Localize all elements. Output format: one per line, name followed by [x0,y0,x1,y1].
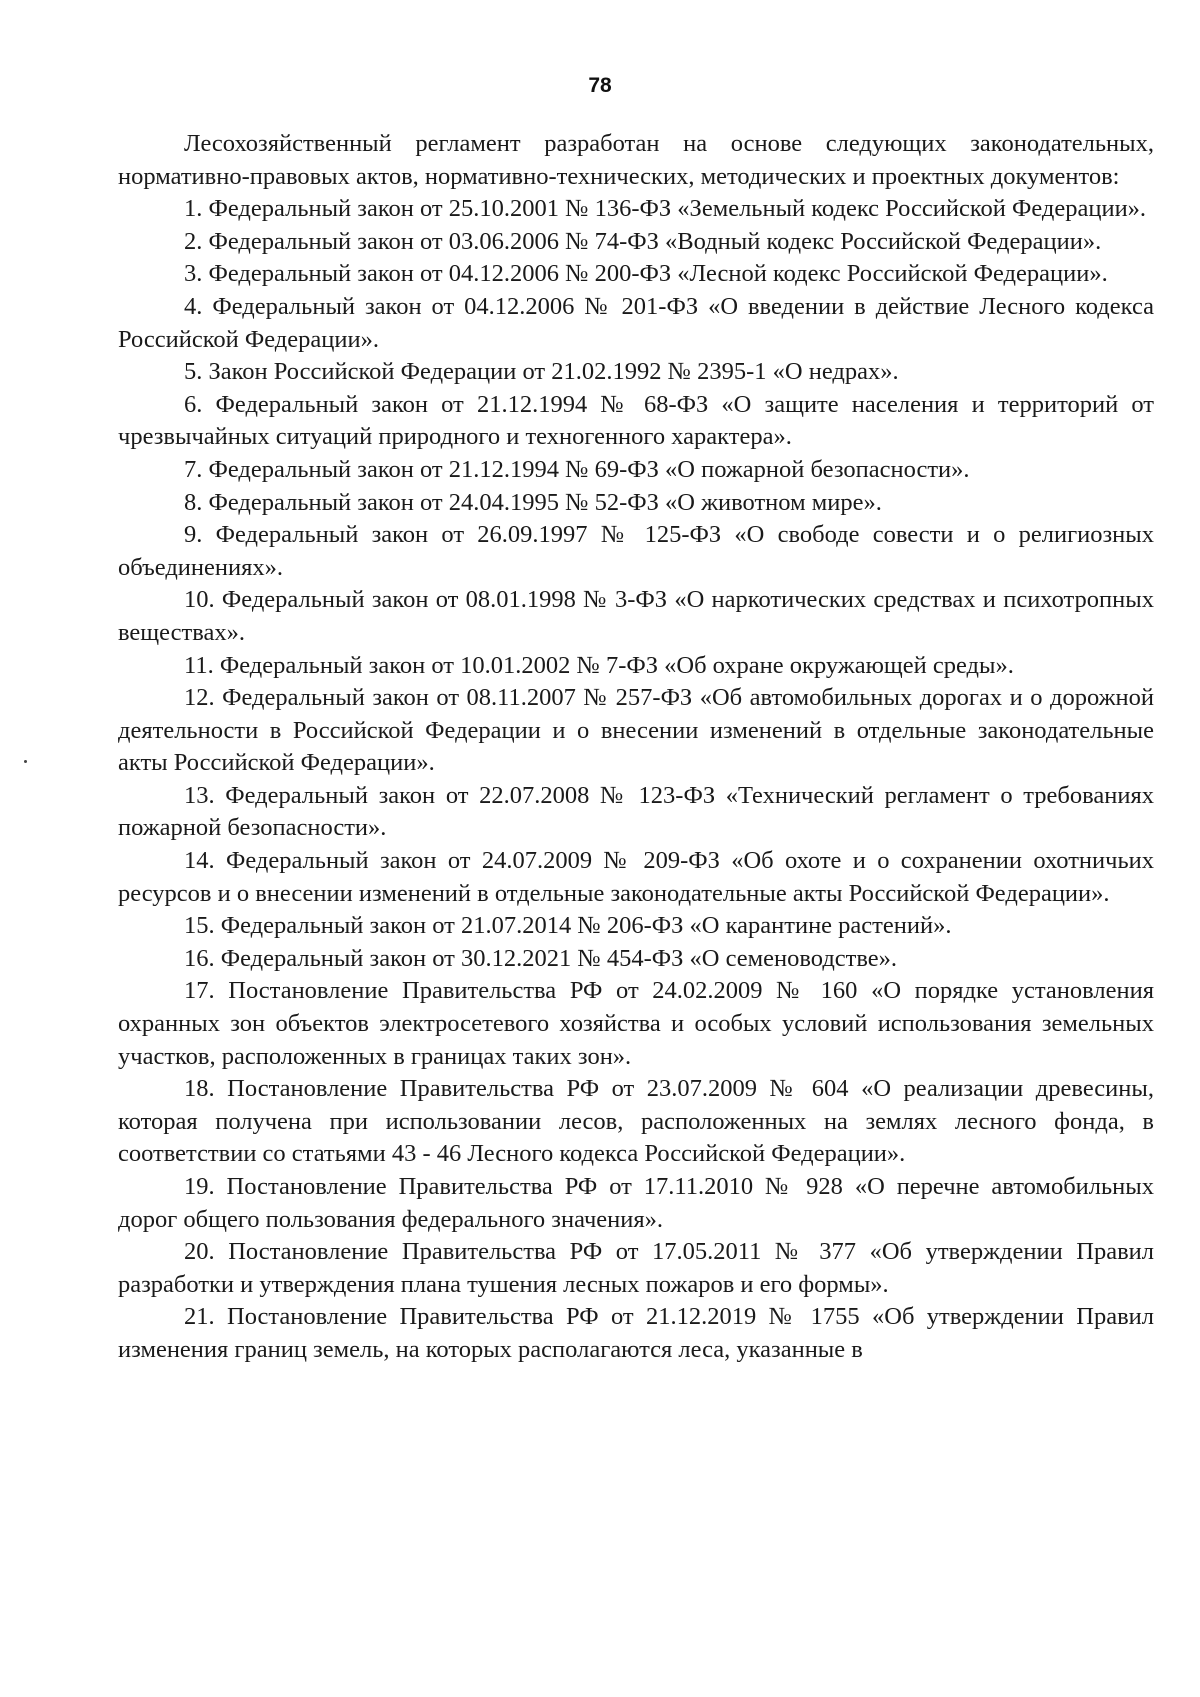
list-item: 8. Федеральный закон от 24.04.1995 № 52-ФЗ «О животном мире». [184,488,882,516]
list-item: 6. Федеральный закон от 21.12.1994 № 68-ФЗ «О защите населения и территорий от чрезвычайных ситуаций природного и техногенного характера». [118,390,1154,451]
list-item: 9. Федеральный закон от 26.09.1997 № 125-ФЗ «О свободе совести и о религиозных объединениях». [118,521,1154,581]
list-item: 20. Постановление Правительства РФ от 17.05.2011 № 377 «Об утверждении Правил разработки и утверждения плана тушения лесных пожаров и его формы». [118,1238,1154,1298]
list-item: 5. Закон Российской Федерации от 21.02.1992 № 2395-1 «О недрах». [184,358,899,386]
list-item: 16. Федеральный закон от 30.12.2021 № 454-ФЗ «О семеноводстве». [184,944,898,972]
intro-paragraph: Лесохозяйственный регламент разработан на основе следующих законодательных, нормативно-правовых актов, нормативно-технических, методических и проектных документов: [118,130,1154,190]
list-item: 12. Федеральный закон от 08.11.2007 № 257-ФЗ «Об автомобильных дорогах и о дорожной деятельности в Российской Федерации и о внесении изменений в отдельные законодательные акты Российской Федерации». [118,684,1154,777]
list-item: 15. Федеральный закон от 21.07.2014 № 206-ФЗ «О карантине растений». [184,912,952,940]
list-item: 7. Федеральный закон от 21.12.1994 № 69-ФЗ «О пожарной безопасности». [184,455,970,483]
list-item: 11. Федеральный закон от 10.01.2002 № 7-ФЗ «Об охране окружающей среды». [184,651,1014,679]
list-item: 17. Постановление Правительства РФ от 24.02.2009 № 160 «О порядке установления охранных зон объектов электросетевого хозяйства и особых условий использования земельных участков, расположенных в границах таких зон». [118,977,1154,1070]
list-item: 13. Федеральный закон от 22.07.2008 № 123-ФЗ «Технический регламент о требованиях пожарной безопасности». [118,781,1154,842]
list-item: 21. Постановление Правительства РФ от 21.12.2019 № 1755 «Об утверждении Правил изменения границ земель, на которых располагаются леса, указанные в [118,1303,1154,1363]
list-item: 10. Федеральный закон от 08.01.1998 № 3-ФЗ «О наркотических средствах и психотропных веществах». [118,586,1154,646]
list-item: 2. Федеральный закон от 03.06.2006 № 74-ФЗ «Водный кодекс Российской Федерации». [184,227,1102,255]
list-item: 18. Постановление Правительства РФ от 23.07.2009 № 604 «О реализации древесины, которая получена при использовании лесов, расположенных на землях лесного фонда, в соответствии со статьями 43 - 46 Лесного кодекса Российской Федерации». [118,1075,1154,1168]
list-item: 14. Федеральный закон от 24.07.2009 № 209-ФЗ «Об охоте и о сохранении охотничьих ресурсов и о внесении изменений в отдельные законодательные акты Российской Федерации». [118,847,1154,907]
document-body [118,128,1154,1367]
page-number: 78 [588,74,612,97]
list-item: 3. Федеральный закон от 04.12.2006 № 200-ФЗ «Лесной кодекс Российской Федерации». [184,260,1108,288]
list-item: 4. Федеральный закон от 04.12.2006 № 201-ФЗ «О введении в действие Лесного кодекса Российской Федерации». [118,292,1154,353]
list-item: 19. Постановление Правительства РФ от 17.11.2010 № 928 «О перечне автомобильных дорог общего пользования федерального значения». [118,1173,1154,1233]
scan-artifact-dot [24,760,27,763]
list-item: 1. Федеральный закон от 25.10.2001 № 136-ФЗ «Земельный кодекс Российской Федерации». [184,195,1147,223]
